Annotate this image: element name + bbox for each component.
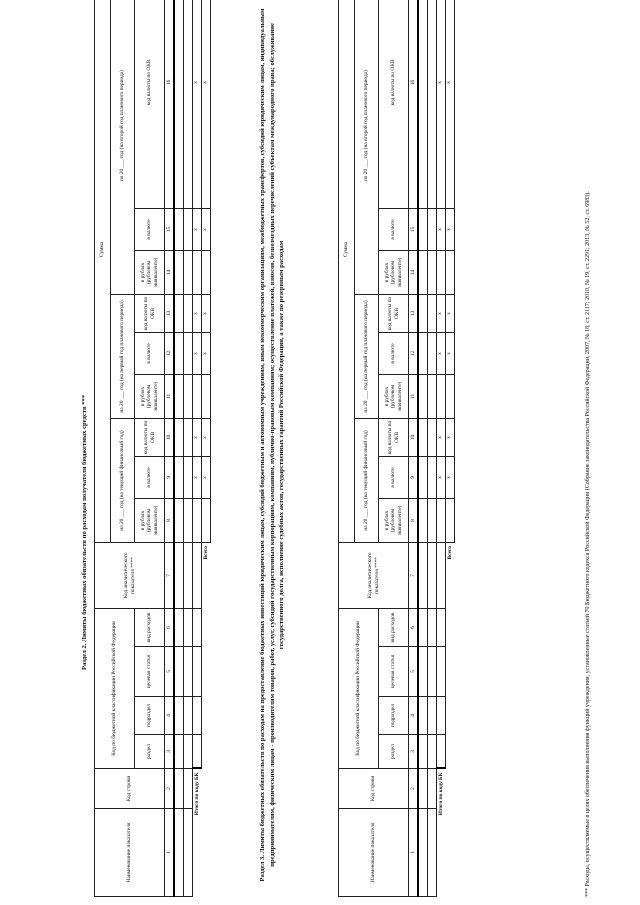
header-name: Наименование показателя (95, 809, 165, 897)
header-rub: в рублях (рублевом эквиваленте) (379, 374, 409, 418)
header-analytic-code: Код аналитического показателя **** (95, 542, 165, 608)
header-expense-type: вид расходов (135, 608, 165, 646)
x-mark: x (192, 0, 201, 208)
total-label: Всего (202, 545, 209, 560)
header-year-2: на 20 ___ год (на первый год планового периода) (355, 294, 379, 418)
x-mark: x (192, 332, 201, 374)
col-number: 6 (165, 608, 174, 646)
x-mark: x (445, 208, 454, 250)
header-okv: код валюты по ОКВ (135, 294, 165, 332)
header-name: Наименование показателя (339, 809, 409, 897)
x-mark: x (201, 456, 210, 498)
table-row (427, 0, 436, 897)
table-row (418, 0, 428, 897)
col-number: 3 (409, 735, 418, 769)
header-amount: Сумма (339, 0, 355, 542)
total-label: Всего (446, 545, 453, 560)
header-subsection: подраздел (135, 697, 165, 735)
total-bk-row (192, 0, 201, 897)
x-mark: x (436, 332, 445, 374)
section-2-title: Раздел 2. Лимиты бюджетных обязательств по расходам получателя бюджетных средств *** (81, 394, 88, 670)
header-rub: в рублях (рублевом эквиваленте) (379, 250, 409, 294)
header-row-code: Код строки (339, 769, 409, 809)
section-3-title: Раздел 3. Лимиты бюджетных обязательств по расходам на предоставление бюджетных инвестиций юридическим лицам, субсидий бюджетным и автономным учреждениям, иным некоммерческим организациям, межбюджетных трансфертов, субсидий юридическим лицам, индивидуальным предпринимателям, физическим лицам - производителям товаров, работ, услуг, субсидий государственным корпорациям, компаниям, публично-правовым компаниям; осуществление платежей, взносов, безвозмездных перечислений субъектам международного права; обслуживание государственного долга, исполнение судебных актов, государственных гарантий Российской Федерации, а также по резервным расходам (259, 8, 286, 882)
col-number: 5 (165, 647, 174, 697)
header-section: раздел (379, 735, 409, 769)
header-year-1: на 20 ___ год (на текущий финансовый год) (355, 418, 379, 542)
header-year-3: на 20 ___ год (на второй год планового периода) (111, 0, 135, 294)
header-currency: в валюте (135, 332, 165, 374)
table-row (174, 0, 184, 897)
x-mark: x (192, 418, 201, 456)
x-mark: x (192, 294, 201, 332)
col-number: 9 (165, 456, 174, 498)
col-number: 8 (409, 498, 418, 542)
header-rub: в рублях (рублевом эквиваленте) (379, 498, 409, 542)
x-mark: x (436, 294, 445, 332)
col-number: 10 (165, 418, 174, 456)
col-number: 12 (409, 332, 418, 374)
x-mark: x (201, 294, 210, 332)
col-number: 2 (165, 769, 174, 809)
x-mark: x (436, 208, 445, 250)
col-number: 13 (165, 294, 174, 332)
total-bk-label: Итого по коду БК (193, 772, 200, 816)
header-target-article: целевая статья (379, 647, 409, 697)
header-year-1: на 20 ___ год (на текущий финансовый год) (111, 418, 135, 542)
header-currency: в валюте (379, 208, 409, 250)
table-row (183, 0, 192, 897)
header-subsection: подраздел (379, 697, 409, 735)
header-target-article: целевая статья (135, 647, 165, 697)
col-number: 11 (409, 374, 418, 418)
x-mark: x (445, 332, 454, 374)
header-expense-type: вид расходов (379, 608, 409, 646)
section-2-table (94, 0, 211, 897)
header-rub: в рублях (рублевом эквиваленте) (135, 374, 165, 418)
x-mark: x (192, 208, 201, 250)
header-bk-code: Код по бюджетной классификации Российской Федерации (95, 608, 135, 768)
total-bk-label: Итого по коду БК (437, 772, 444, 816)
header-analytic-code: Код аналитического показателя **** (339, 542, 409, 608)
x-mark: x (201, 332, 210, 374)
col-number: 7 (409, 542, 418, 608)
header-row-code: Код строки (95, 769, 165, 809)
col-number: 14 (409, 250, 418, 294)
footnote: *** Расходы, осуществляемые в целях обеспечения выполнения функций учреждения, установленные статьей 70 Бюджетного кодекса Российской Федерации (Собрание законодательства Российской Федерации, 2007, № 18, ст. 2117; 2010, № 19, ст. 2291; 2013, № 52, ст. 6983). (585, 191, 591, 897)
col-number: 15 (409, 208, 418, 250)
x-mark: x (445, 294, 454, 332)
x-mark: x (445, 456, 454, 498)
col-number: 3 (165, 735, 174, 769)
header-currency: в валюте (379, 332, 409, 374)
header-rub: в рублях (рублевом эквиваленте) (135, 250, 165, 294)
col-number: 16 (409, 0, 418, 208)
col-number: 8 (165, 498, 174, 542)
col-number: 7 (165, 542, 174, 608)
col-number: 11 (165, 374, 174, 418)
header-currency: в валюте (379, 456, 409, 498)
x-mark: x (436, 0, 445, 208)
col-number: 13 (409, 294, 418, 332)
x-mark: x (201, 418, 210, 456)
col-number: 1 (165, 809, 174, 897)
header-currency: в валюте (135, 456, 165, 498)
header-okv: код валюты по ОКВ (379, 418, 409, 456)
col-number: 9 (409, 456, 418, 498)
col-number: 4 (165, 697, 174, 735)
col-number: 10 (409, 418, 418, 456)
col-number: 15 (165, 208, 174, 250)
header-okv: код валюты по ОКВ (135, 418, 165, 456)
total-row (201, 0, 210, 897)
header-amount: Сумма (95, 0, 111, 542)
x-mark: x (436, 418, 445, 456)
header-currency: в валюте (135, 208, 165, 250)
header-okv: код валюты по ОКВ (135, 0, 165, 208)
x-mark: x (201, 0, 210, 208)
header-section: раздел (135, 735, 165, 769)
col-number: 5 (409, 647, 418, 697)
total-row (445, 0, 454, 897)
col-number: 4 (409, 697, 418, 735)
x-mark: x (192, 456, 201, 498)
x-mark: x (201, 208, 210, 250)
header-year-3: на 20 ___ год (на второй год планового периода) (355, 0, 379, 294)
col-number: 2 (409, 769, 418, 809)
col-number: 14 (165, 250, 174, 294)
col-number: 6 (409, 608, 418, 646)
x-mark: x (436, 456, 445, 498)
col-number: 1 (409, 809, 418, 897)
header-okv: код валюты по ОКВ (379, 0, 409, 208)
header-okv: код валюты по ОКВ (379, 294, 409, 332)
total-bk-row (436, 0, 445, 897)
header-rub: в рублях (рублевом эквиваленте) (135, 498, 165, 542)
header-year-2: на 20 ___ год (на первый год планового периода) (111, 294, 135, 418)
x-mark: x (445, 418, 454, 456)
header-bk-code: Код по бюджетной классификации Российской Федерации (339, 608, 379, 768)
col-number: 16 (165, 0, 174, 208)
x-mark: x (445, 0, 454, 208)
section-3-table (338, 0, 455, 897)
col-number: 12 (165, 332, 174, 374)
